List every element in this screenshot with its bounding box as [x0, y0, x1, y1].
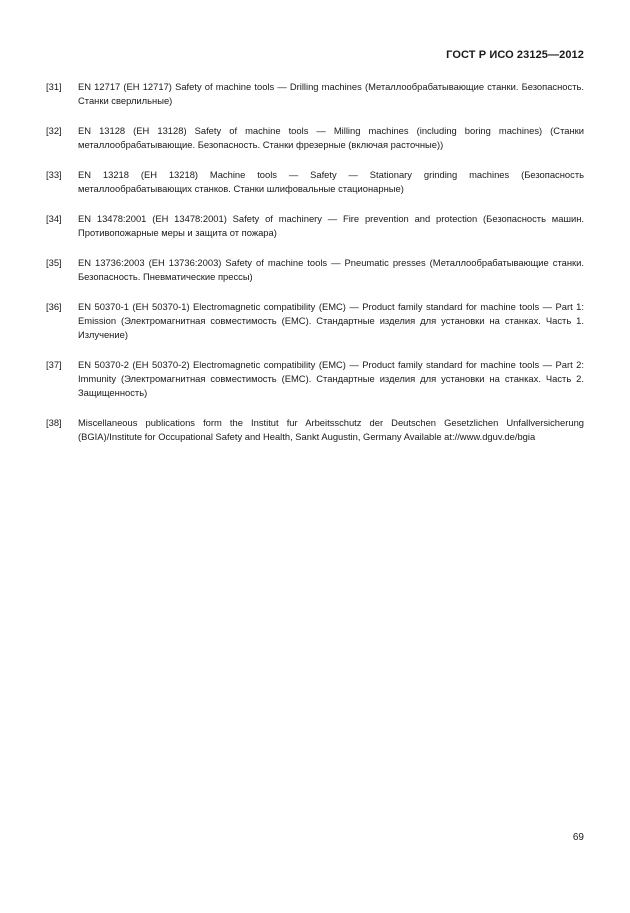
entry-text: EN 13478:2001 (EH 13478:2001) Safety of machinery — Fire prevention and protection (Безопасность машин. Противопожарные меры и защита от пожара)	[78, 213, 584, 238]
page-number: 69	[572, 832, 584, 843]
bibliography-list	[46, 80, 584, 460]
entry-number: [36]	[46, 301, 62, 312]
entry-number: [35]	[46, 257, 62, 268]
entry-text: EN 13736:2003 (EH 13736:2003) Safety of machine tools — Pneumatic presses (Металлообрабатывающие станки. Безопасность. Пневматические прессы)	[78, 257, 584, 282]
entry-text: EN 12717 (EH 12717) Safety of machine tools — Drilling machines (Металлообрабатывающие станки. Безопасность. Станки сверлильные)	[78, 81, 584, 106]
entry-number: [38]	[46, 417, 62, 428]
entry-text: Miscellaneous publications form the Institut fur Arbeitsschutz der Deutschen Gesetzlichen Unfallversicherung (BGIA)/Institute for Occupational Safety and Health, Sankt Augustin, Germany Available at://www.dguv.de/bgia	[78, 417, 584, 442]
bibliography-entry	[46, 416, 584, 444]
entry-number: [33]	[46, 169, 62, 180]
bibliography-entry	[46, 300, 584, 342]
document-header: ГОСТ Р ИСО 23125—2012	[446, 49, 584, 61]
bibliography-entry	[46, 168, 584, 196]
bibliography-entry	[46, 358, 584, 400]
bibliography-entry	[46, 124, 584, 152]
entry-number: [31]	[46, 81, 62, 92]
entry-text: EN 50370-2 (EH 50370-2) Electromagnetic compatibility (EMC) — Product family standard for machine tools — Part 2: Immunity (Электромагнитная совместимость (EMC). Стандартные изделия для установки на станках. Часть 2. Защищенность)	[78, 359, 584, 398]
bibliography-entry	[46, 212, 584, 240]
bibliography-entry	[46, 256, 584, 284]
entry-number: [32]	[46, 125, 62, 136]
entry-text: EN 13218 (EH 13218) Machine tools — Safety — Stationary grinding machines (Безопасность металлообрабатывающих станков. Станки шлифовальные стационарные)	[78, 169, 584, 194]
bibliography-entry	[46, 80, 584, 108]
entry-number: [34]	[46, 213, 62, 224]
entry-text: EN 50370-1 (EH 50370-1) Electromagnetic compatibility (EMC) — Product family standard for machine tools — Part 1: Emission (Электромагнитная совместимость (EMC). Стандартные изделия для установки на станках. Часть 1. Излучение)	[78, 301, 584, 340]
entry-text: EN 13128 (EH 13128) Safety of machine tools — Milling machines (including boring machines) (Станки металлообрабатывающие. Безопасность. Станки фрезерные (включая расточные))	[78, 125, 584, 150]
entry-number: [37]	[46, 359, 62, 370]
